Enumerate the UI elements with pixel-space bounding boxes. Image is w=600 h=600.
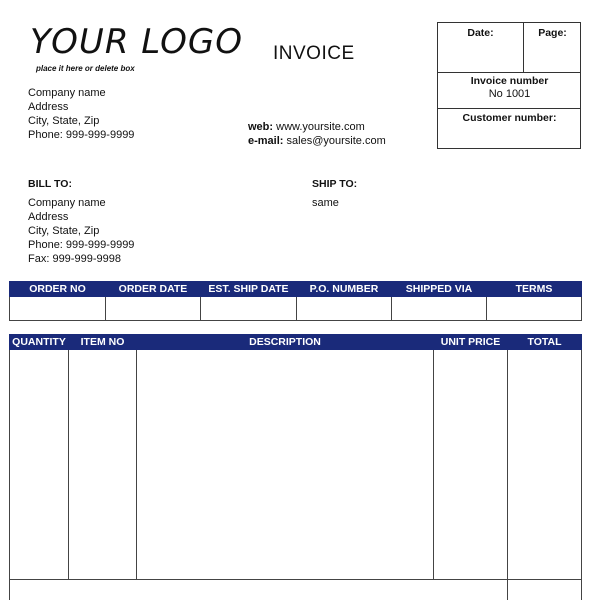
po-number-header: P.O. NUMBER (297, 282, 392, 297)
invoice-number-field[interactable] (438, 72, 581, 109)
invoice-number-value: No 1001 (488, 88, 531, 100)
bill-to-company: Company name (28, 197, 106, 209)
items-table-header (10, 335, 582, 350)
est-ship-date-header: EST. SHIP DATE (201, 282, 297, 297)
order-no-cell[interactable] (10, 297, 106, 321)
shipped-via-cell[interactable] (392, 297, 487, 321)
date-label: Date: (467, 27, 494, 39)
page-label: Page: (538, 27, 567, 39)
customer-number-label: Customer number: (462, 112, 557, 124)
email-label: e-mail: (248, 135, 284, 147)
sender-address (28, 86, 134, 142)
notes-cell[interactable] (10, 580, 434, 600)
grand-total-cell[interactable] (508, 580, 582, 600)
order-table-row (10, 297, 582, 321)
order-date-header: ORDER DATE (106, 282, 201, 297)
total-header: TOTAL (508, 335, 582, 350)
email-link[interactable]: sales@yoursite.com (286, 135, 386, 147)
terms-header: TERMS (487, 282, 582, 297)
sender-city: City, State, Zip (28, 115, 100, 127)
logo-text: YOUR LOGO (30, 22, 244, 62)
web-label: web: (248, 121, 274, 133)
item-no-cell[interactable] (69, 350, 137, 580)
items-table (9, 334, 582, 600)
shipped-via-header: SHIPPED VIA (392, 282, 487, 297)
logo-note: place it here or delete box (36, 64, 135, 73)
bill-to-heading: BILL TO: (28, 178, 72, 190)
page-title: INVOICE (273, 43, 355, 64)
items-table-body (10, 350, 582, 580)
items-table-footer (10, 580, 582, 600)
total-cell[interactable] (508, 350, 582, 580)
terms-cell[interactable] (487, 297, 582, 321)
web-link[interactable]: www.yoursite.com (276, 121, 365, 133)
order-table (9, 281, 582, 321)
description-cell[interactable] (137, 350, 434, 580)
bill-to-fax: Fax: 999-999-9998 (28, 253, 121, 265)
sender-phone: Phone: 999-999-9999 (28, 129, 135, 141)
quantity-cell[interactable] (10, 350, 69, 580)
sender-street: Address (28, 101, 69, 113)
sender-contact (248, 120, 386, 148)
page-field[interactable] (524, 23, 581, 72)
unit-price-cell[interactable] (434, 350, 508, 580)
item-no-header: ITEM NO (69, 335, 137, 350)
bill-to-street: Address (28, 211, 69, 223)
bill-to-address (28, 196, 134, 266)
order-no-header: ORDER NO (10, 282, 106, 297)
est-ship-date-cell[interactable] (201, 297, 297, 321)
customer-number-field[interactable] (438, 109, 581, 124)
po-number-cell[interactable] (297, 297, 392, 321)
unit-price-header: UNIT PRICE (434, 335, 508, 350)
bill-to-phone: Phone: 999-999-9999 (28, 239, 135, 251)
ship-to-heading: SHIP TO: (312, 178, 358, 190)
invoice-info-box (437, 22, 581, 149)
date-field[interactable] (438, 23, 524, 72)
description-header: DESCRIPTION (137, 335, 434, 350)
footer-spacer (434, 580, 508, 600)
bill-to-city: City, State, Zip (28, 225, 100, 237)
order-table-header (10, 282, 582, 297)
invoice-number-label: Invoice number (470, 75, 549, 87)
ship-to-value: same (312, 197, 339, 209)
order-date-cell[interactable] (106, 297, 201, 321)
ship-to-address (312, 196, 339, 210)
quantity-header: QUANTITY (10, 335, 69, 350)
sender-company: Company name (28, 87, 106, 99)
